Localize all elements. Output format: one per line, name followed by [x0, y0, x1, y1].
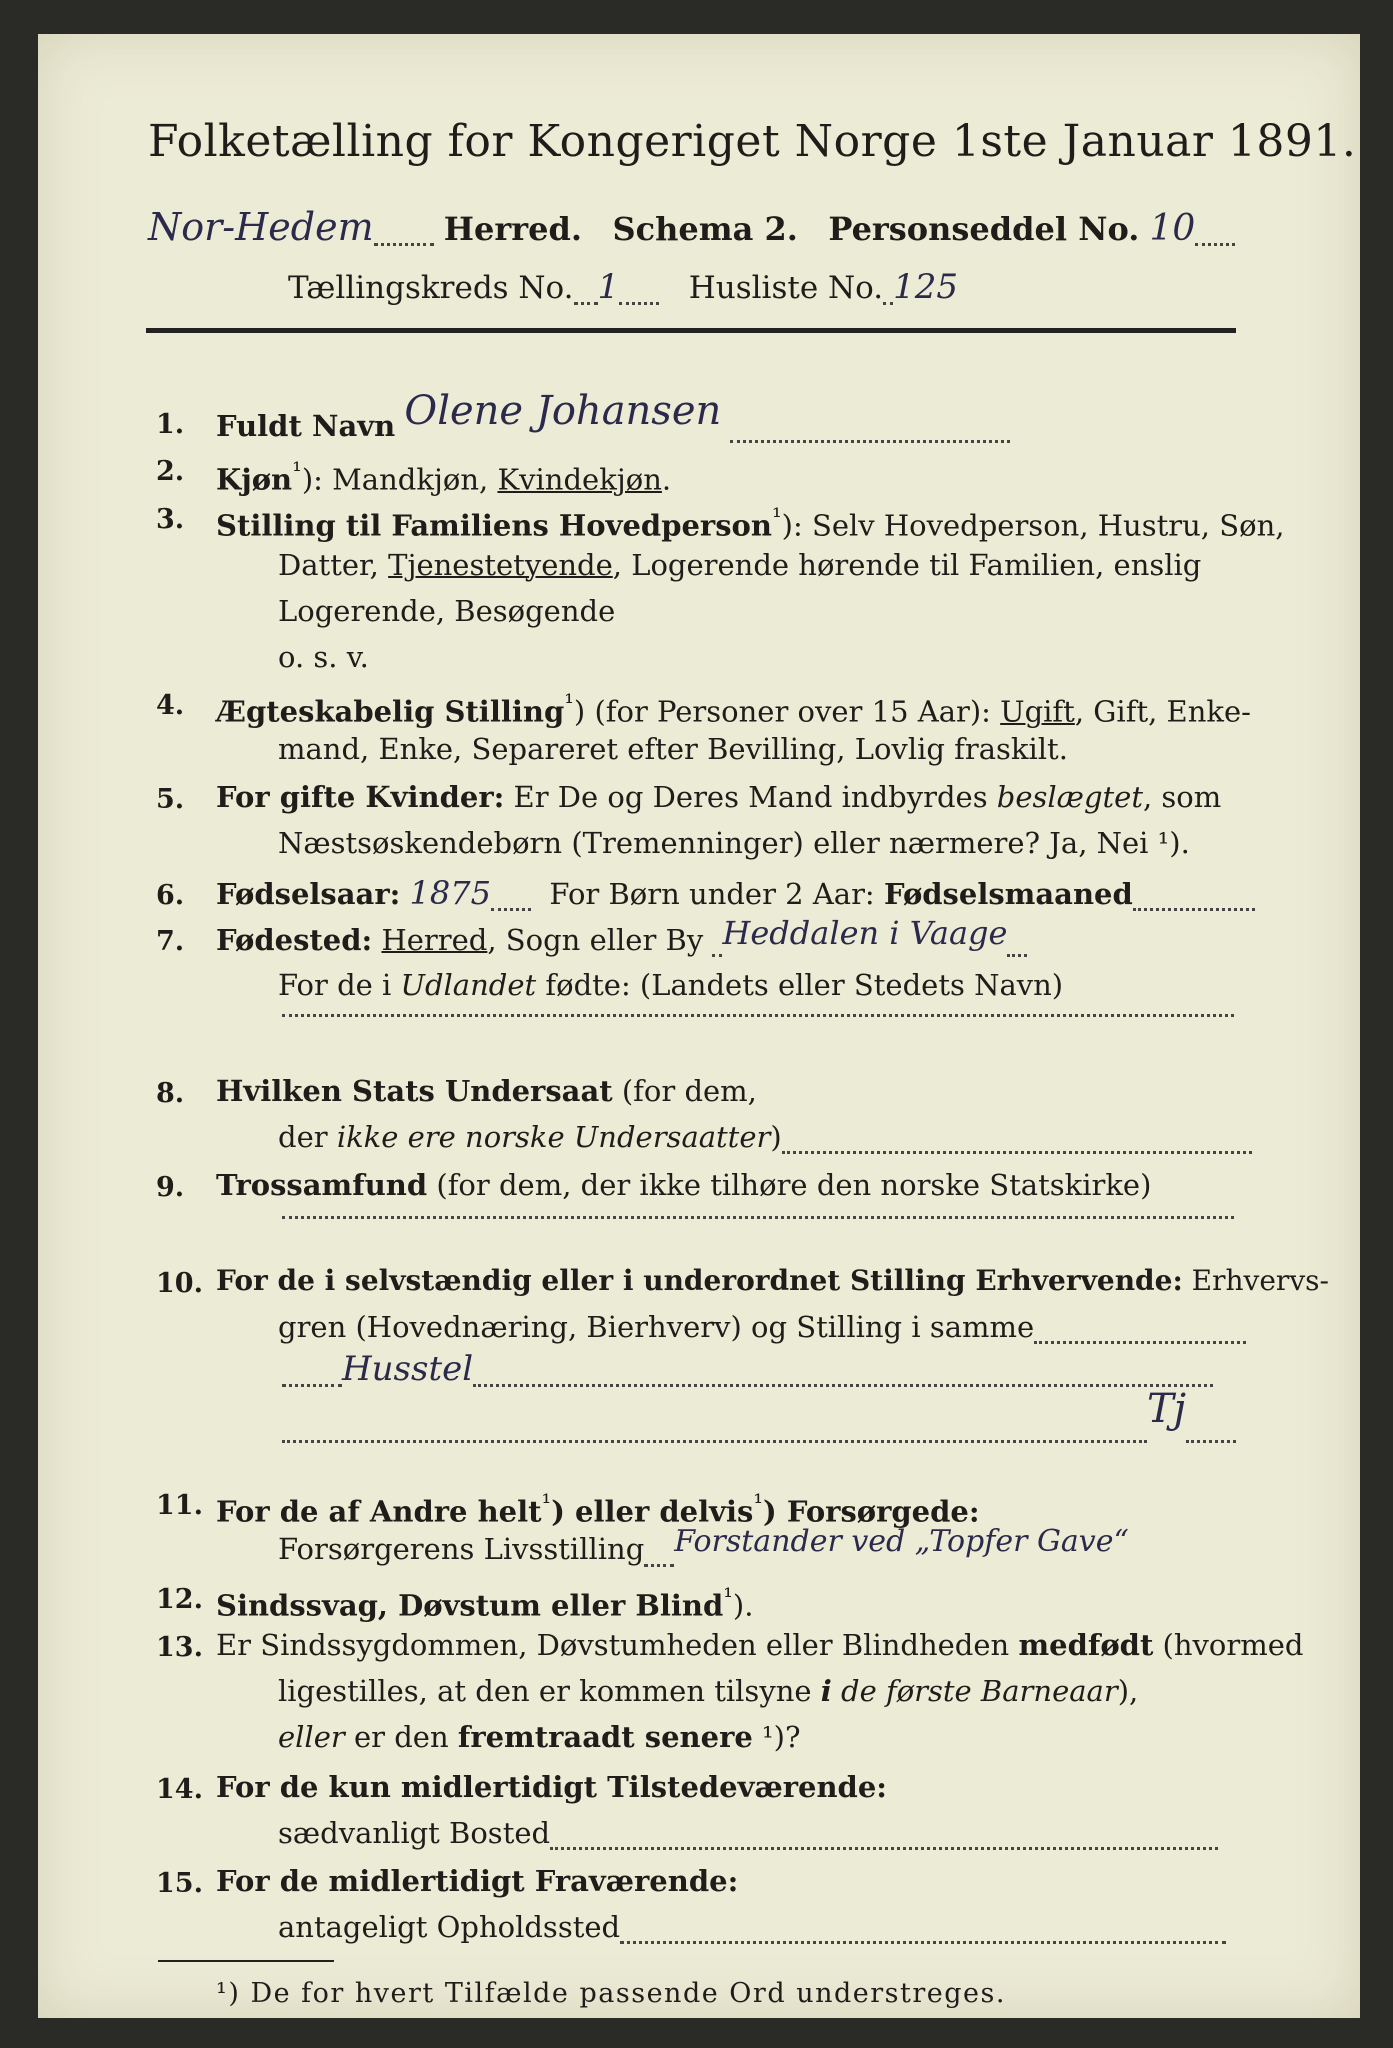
q11-label-b: ) eller delvis — [551, 1494, 754, 1529]
q1-row — [216, 388, 1010, 443]
q14-label — [216, 1770, 887, 1804]
q4-line1-b: , Gift, Enke- — [1074, 694, 1251, 729]
q13-number: 13. — [156, 1632, 203, 1663]
header-row-2 — [288, 267, 959, 307]
q10-row-1 — [216, 1264, 1329, 1298]
q11-line2: Forsørgerens Livsstilling — [278, 1532, 645, 1566]
q7-label: Fødested: — [216, 923, 373, 957]
q2-selected-option: Kvindekjøn — [497, 462, 662, 497]
q14-number: 14. — [156, 1774, 203, 1805]
q9-text: (for dem, der ikke tilhøre den norske Statskirke) — [427, 1168, 1152, 1202]
q3-line4: o. s. v. — [278, 640, 369, 674]
header-row-1 — [148, 205, 1235, 249]
q15-row-2 — [278, 1910, 1226, 1944]
q3-selected-option: Tjenestetyende — [388, 548, 613, 582]
q2-text: ): Mandkjøn, — [301, 462, 498, 497]
taellingskreds-label: Tællingskreds No. — [288, 270, 574, 306]
q6-row — [216, 876, 1255, 911]
personseddel-label: Personseddel No. — [828, 210, 1140, 248]
q10-label: For de i selvstændig eller i underordnet Stilling Erhvervende: — [216, 1264, 1183, 1297]
q8-line2-a: der — [278, 1120, 337, 1154]
footnote-divider — [158, 1960, 334, 1962]
q10-text: Erhvervs- — [1182, 1264, 1329, 1297]
q12-row: Sindssvag, Døvstum eller Blind$^{^1}$). — [216, 1583, 754, 1623]
q7-selected-option: Herred — [381, 923, 488, 957]
q6-rest-label: Fødselsmaaned — [883, 877, 1133, 911]
taellingskreds-value: 1 — [597, 267, 620, 307]
q13-line3-c: fremtraadt senere — [457, 1720, 753, 1754]
q2-number: 2. — [156, 456, 185, 487]
q12-text: ). — [732, 1588, 754, 1623]
q13-line3-d: ¹)? — [752, 1720, 801, 1754]
census-form-page — [38, 34, 1360, 2018]
personseddel-value: 10 — [1149, 208, 1196, 249]
footnote: ¹) De for hvert Tilfælde passende Ord understreges. — [216, 1978, 1006, 2009]
q13-line2-c: de første Barneaar — [841, 1674, 1118, 1708]
q13-line1-b: medfødt — [1018, 1628, 1154, 1662]
herred-value: Nor-Hedem — [148, 205, 374, 249]
q8-row-2 — [278, 1120, 1252, 1154]
q15-number: 15. — [156, 1868, 203, 1899]
q5-row-1 — [216, 780, 1221, 814]
q4-line2: mand, Enke, Separeret efter Bevilling, Lovlig fraskilt. — [278, 732, 1068, 766]
q4-row-1 — [216, 686, 1251, 729]
q3-sup: ¹ — [771, 503, 782, 531]
q1-value: Olene Johansen — [404, 388, 722, 434]
q6-label: Fødselsaar: — [216, 877, 401, 911]
q10-row-2 — [278, 1310, 1246, 1344]
q12-label: Sindssvag, Døvstum eller Blind — [216, 1588, 724, 1623]
q5-number: 5. — [156, 784, 185, 815]
q2-label: Kjøn — [216, 462, 293, 497]
q9-blank-line — [282, 1196, 1234, 1219]
q1-label: Fuldt Navn — [216, 409, 396, 443]
q8-line2-italic: ikke ere norske Undersaatter — [336, 1120, 771, 1154]
q6-rest: For Børn under 2 Aar: — [549, 877, 884, 911]
q13-line2-a: ligestilles, at den er kommen tilsyne — [278, 1674, 821, 1708]
q2-row — [216, 454, 671, 497]
q11-label-a: For de af Andre helt — [216, 1494, 542, 1529]
husliste-value: 125 — [893, 267, 959, 307]
q11-number: 11. — [156, 1490, 203, 1521]
q12-number: 12. — [156, 1584, 203, 1615]
q4-number: 4. — [156, 690, 185, 721]
q3-row-1 — [216, 500, 1284, 543]
q15-label — [216, 1864, 738, 1898]
q7-line2-a: For de i — [278, 968, 401, 1002]
q13-line3-b: er den — [344, 1720, 458, 1754]
q10-number: 10. — [156, 1268, 203, 1299]
q13-line1-c: (hvormed — [1153, 1628, 1304, 1662]
q3-line1: ): Selv Hovedperson, Hustru, Søn, — [781, 508, 1285, 543]
q13-line2-d: ), — [1117, 1674, 1139, 1708]
q2-sup: ¹ — [292, 457, 302, 485]
q11-value: Forstander ved „Topfer Gave“ — [674, 1524, 1129, 1559]
q8-line2-b: ) — [770, 1120, 782, 1154]
q7-row-1 — [216, 914, 1027, 957]
q10-value: Husstel — [342, 1349, 474, 1389]
q4-selected-option: Ugift — [1000, 694, 1075, 729]
q6-value: 1875 — [409, 874, 491, 912]
q5-line1-a: Er De og Deres Mand indbyrdes — [504, 780, 997, 814]
q13-row-3 — [278, 1720, 801, 1754]
q11-row-1: For de af Andre helt$^{^1}$) eller delvis$^{^1}$) Forsørgede: — [216, 1489, 980, 1529]
q4-line1-a: ) (for Personer over 15 Aar): — [573, 694, 1001, 729]
q15-label-text: For de midlertidigt Fraværende: — [216, 1864, 739, 1898]
q7-value: Heddalen i Vaage — [722, 914, 1008, 952]
q3-row-2 — [278, 548, 1201, 582]
q13-row-1 — [216, 1628, 1303, 1662]
q7-blank-line — [282, 994, 1234, 1017]
q3-number: 3. — [156, 504, 185, 535]
q2-text-end: . — [661, 462, 672, 497]
q14-label-text: For de kun midlertidigt Tilstedeværende: — [216, 1770, 887, 1804]
q8-number: 8. — [156, 1078, 185, 1109]
q11-row-2 — [278, 1524, 1129, 1567]
q7-number: 7. — [156, 926, 185, 957]
q14-line2: sædvanligt Bosted — [278, 1816, 551, 1850]
q10-line2: gren (Hovednæring, Bierhverv) og Stilling i samme — [278, 1310, 1035, 1344]
q1-number: 1. — [156, 409, 185, 440]
q4-sup: ¹ — [564, 689, 574, 717]
q5-line1-b: , som — [1142, 780, 1222, 814]
q10-row-3 — [282, 1349, 1213, 1389]
q15-line2: antageligt Opholdssted — [278, 1910, 621, 1944]
q3-line2-a: Datter, — [278, 548, 389, 582]
q7-text: , Sogn eller By — [487, 923, 704, 957]
header-divider — [146, 328, 1236, 333]
q13-line1-a: Er Sindssygdommen, Døvstumheden eller Blindheden — [216, 1628, 1019, 1662]
q3-label: Stilling til Familiens Hovedperson — [216, 508, 772, 543]
q6-number: 6. — [156, 880, 185, 911]
form-title: Folketælling for Kongeriget Norge 1ste Januar 1891. — [148, 116, 1357, 167]
q5-line1-italic: beslægtet — [996, 780, 1143, 814]
q9-number: 9. — [156, 1172, 185, 1203]
q7-line2-b: fødte: (Landets eller Stedets Navn) — [536, 968, 1064, 1002]
q10-row-4 — [282, 1386, 1236, 1443]
q5-line2: Næstsøskendebørn (Tremenninger) eller nærmere? Ja, Nei ¹). — [278, 826, 1190, 860]
q3-line3: Logerende, Besøgende — [278, 594, 616, 628]
q8-row-1 — [216, 1074, 757, 1108]
q4-label: Ægteskabelig Stilling — [216, 694, 565, 729]
q14-row-2 — [278, 1816, 1218, 1850]
q13-row-2 — [278, 1674, 1138, 1708]
husliste-label: Husliste No. — [688, 270, 884, 306]
q8-text: (for dem, — [612, 1074, 757, 1108]
q3-line2-b: , Logerende hørende til Familien, enslig — [612, 548, 1202, 582]
q10-mark: Tj — [1147, 1386, 1187, 1432]
schema-label: Schema 2. — [612, 210, 798, 248]
q5-label: For gifte Kvinder: — [216, 780, 505, 814]
q13-line3-a: eller — [278, 1720, 345, 1754]
herred-label: Herred. — [443, 210, 582, 248]
q13-line2-b: i — [820, 1674, 832, 1708]
q9-label: Trossamfund — [216, 1168, 428, 1202]
q8-label: Hvilken Stats Undersaat — [216, 1074, 613, 1108]
q11-label-c: ) Forsørgede: — [763, 1494, 980, 1529]
q7-line2-italic: Udlandet — [400, 968, 537, 1002]
